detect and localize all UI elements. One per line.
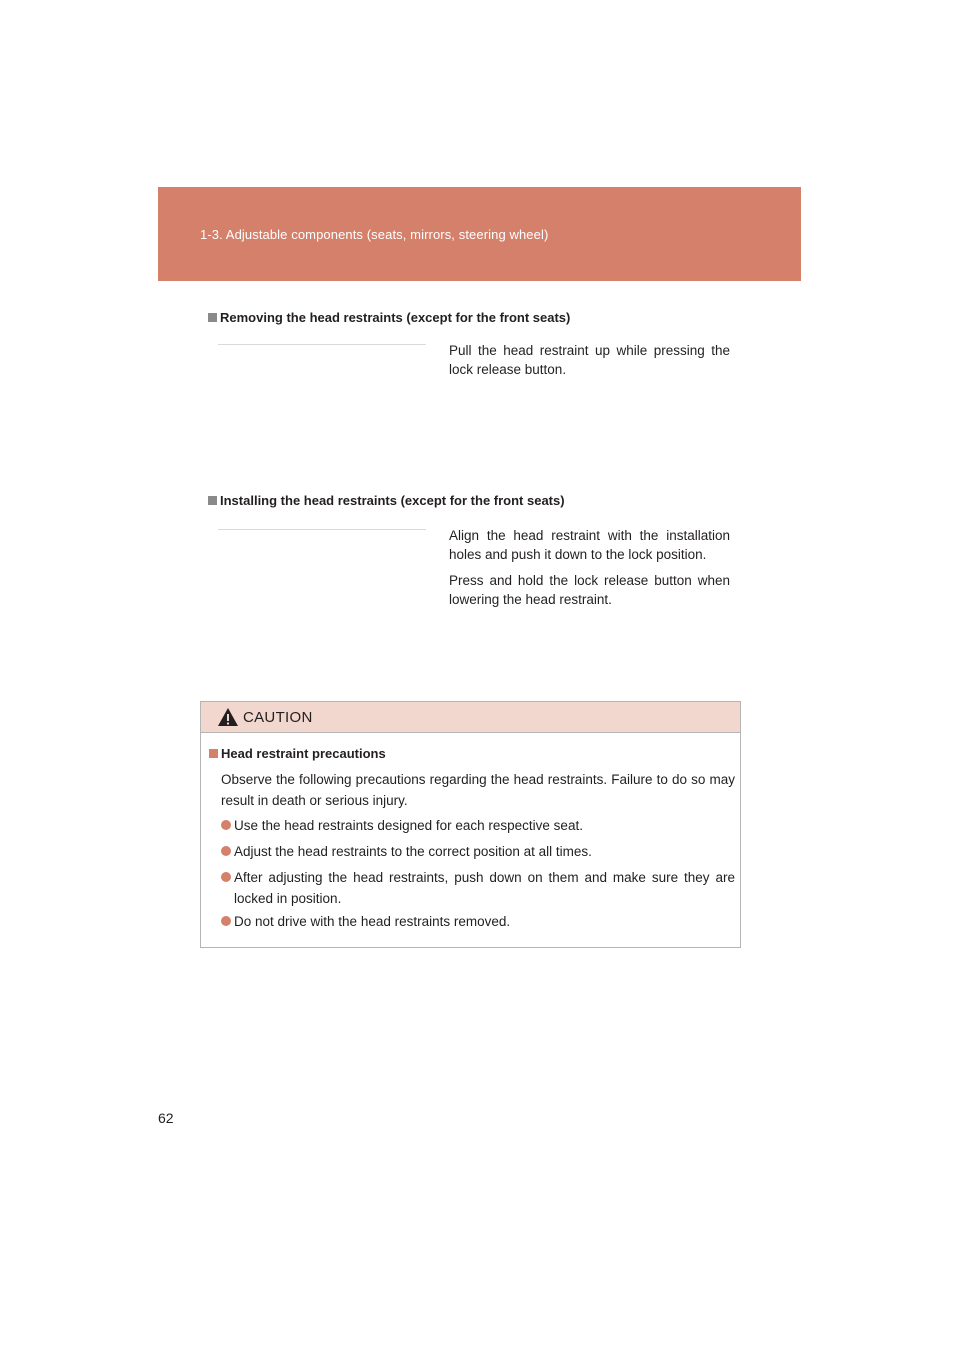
warning-triangle-icon [217, 707, 239, 727]
caution-header [201, 702, 740, 733]
caution-bullet [221, 867, 735, 909]
caution-subheading-text: Head restraint precautions [221, 746, 386, 761]
section-title: 1-3. Adjustable components (seats, mirrors, steering wheel) [200, 227, 549, 242]
installing-instruction-1: Align the head restraint with the installation holes and push it down to the lock position. [449, 528, 730, 562]
caution-bullet-text: After adjusting the head restraints, push down on them and make sure they are locked in position. [234, 870, 735, 906]
caution-bullet-text: Do not drive with the head restraints removed. [234, 914, 511, 929]
installing-heading-text: Installing the head restraints (except for the front seats) [220, 493, 565, 508]
square-bullet-icon [209, 749, 218, 758]
removing-heading-text: Removing the head restraints (except for the front seats) [220, 310, 571, 325]
circle-bullet-icon [221, 872, 231, 882]
installing-instruction-2: Press and hold the lock release button when lowering the head restraint. [449, 573, 730, 607]
circle-bullet-icon [221, 846, 231, 856]
circle-bullet-icon [221, 820, 231, 830]
caution-bullet-text: Adjust the head restraints to the correct position at all times. [234, 844, 592, 859]
section-header-band [158, 187, 801, 281]
removing-heading [208, 310, 570, 325]
removing-figure-divider [218, 344, 426, 345]
removing-instruction: Pull the head restraint up while pressing the lock release button. [449, 343, 730, 377]
caution-subheading [209, 746, 386, 761]
caution-bullet [221, 911, 735, 932]
caution-bullet [221, 841, 735, 862]
installing-figure-divider [218, 529, 426, 530]
square-bullet-icon [208, 313, 217, 322]
installing-heading [208, 493, 565, 508]
caution-box [200, 701, 741, 948]
page-number: 62 [158, 1110, 174, 1126]
caution-title: CAUTION [243, 709, 313, 726]
circle-bullet-icon [221, 916, 231, 926]
caution-bullet [221, 815, 735, 836]
square-bullet-icon [208, 496, 217, 505]
caution-bullet-text: Use the head restraints designed for each respective seat. [234, 818, 583, 833]
caution-intro: Observe the following precautions regarding the head restraints. Failure to do so may result in death or serious injury. [221, 772, 735, 808]
